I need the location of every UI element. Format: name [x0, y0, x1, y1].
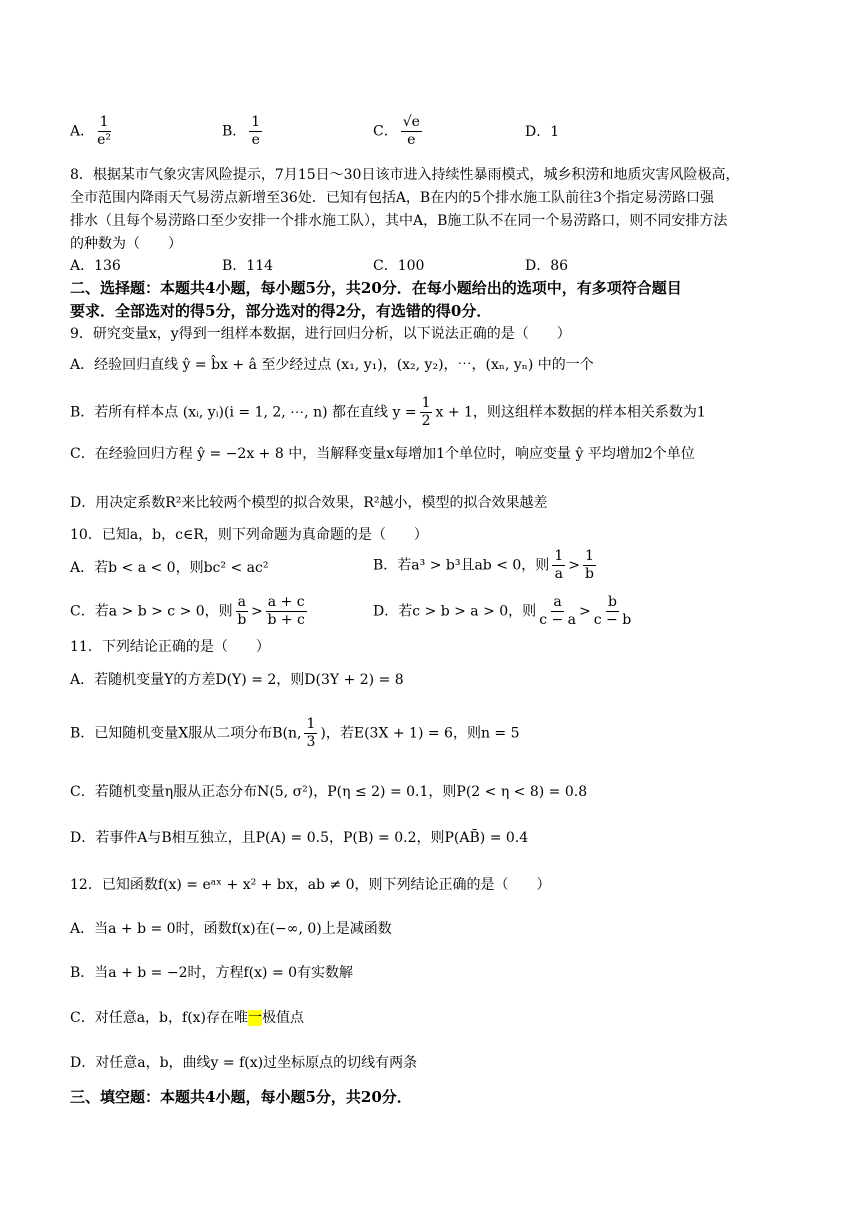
q10-option-b: B．若a³ > b³且ab < 0，则 $\frac{1}{a}$ > $\frac{1}{b}$: [373, 548, 594, 582]
q8-stem-line-1: 8．根据某市气象灾害风险提示，7月15日～30日该市进入持续性暴雨模式，城乡积涝和地质灾害风险极高，: [70, 167, 740, 183]
q10-option-c: C．若a > b > c > 0，则 $\frac{a}{b}$ > $\frac{a + c}{b + c}$: [70, 594, 305, 628]
q7-option-c: C． $\frac{√e}{e}$: [373, 114, 420, 148]
q9-option-d: D．用决定系数R²来比较两个模型的拟合效果，R²越小，模型的拟合效果越差: [70, 495, 548, 511]
q7-option-b: B． $\frac{1}{e}$: [222, 114, 261, 148]
q9-stem: 9．研究变量x，y得到一组样本数据，进行回归分析，以下说法正确的是（ ）: [70, 326, 571, 342]
q10-option-a: A．若b < a < 0，则bc² < ac²: [70, 560, 269, 576]
q8-option-c: C．100: [373, 258, 425, 274]
q7-option-a: A． $\frac{1}{\text{e²}}$: [70, 114, 112, 148]
q11-option-a: A．若随机变量Y的方差D(Y) = 2，则D(3Y + 2) = 8: [70, 672, 404, 688]
q10-option-d: D．若c > b > a > 0，则 $\frac{a}{c - a}$ > $\frac{b}{c - b}$: [373, 594, 632, 628]
q9-option-a: A．经验回归直线 ŷ = b̂x + â 至少经过点 (x₁, y₁)，(x₂, y₂)，⋯，(xₙ, yₙ) 中的一个: [70, 357, 594, 373]
q8-option-d: D．86: [525, 258, 569, 274]
q8-stem-line-3: 排水（且每个易涝路口至少安排一个排水施工队），其中A，B施工队不在同一个易涝路口，则不同安排方法: [70, 213, 728, 229]
q8-option-a: A．136: [70, 258, 121, 274]
q12-option-d: D．对任意a，b，曲线y = f(x)过坐标原点的切线有两条: [70, 1055, 418, 1071]
q8-stem-line-4: 的种数为（ ）: [70, 236, 182, 252]
q11-option-c: C．若随机变量η服从正态分布N(5, σ²)，P(η ≤ 2) = 0.1，则P(2 < η < 8) = 0.8: [70, 784, 588, 800]
q12-option-b: B．当a + b = −2时，方程f(x) = 0有实数解: [70, 965, 354, 981]
section-3-heading: 三、填空题：本题共4小题，每小题5分，共20分．: [70, 1088, 412, 1106]
section-2-heading-line-1: 二、选择题：本题共4小题，每小题5分，共20分．在每小题给出的选项中，有多项符合题目: [70, 279, 682, 297]
q11-option-d: D．若事件A与B相互独立，且P(A) = 0.5，P(B) = 0.2，则P(AB̄) = 0.4: [70, 830, 529, 846]
section-2-heading-line-2: 要求．全部选对的得5分，部分选对的得2分，有选错的得0分．: [70, 302, 492, 320]
q7-option-d: D．1: [525, 124, 560, 140]
q9-option-c: C．在经验回归方程 ŷ = −2x + 8 中，当解释变量x每增加1个单位时，响应变量 ŷ 平均增加2个单位: [70, 446, 695, 462]
q12-option-c: C．对任意a，b，f(x)存在唯一极值点: [70, 1010, 305, 1026]
q12-option-a: A．当a + b = 0时，函数f(x)在(−∞, 0)上是减函数: [70, 921, 392, 937]
q8-option-b: B．114: [222, 258, 274, 274]
q11-stem: 11．下列结论正确的是（ ）: [70, 639, 270, 655]
q9-option-b: B．若所有样本点 (xᵢ, yᵢ)(i = 1, 2, ⋯, n) 都在直线 y = $\frac{1}{2}$ x + 1，则这组样本数据的样本相关系数为1: [70, 395, 706, 429]
highlight-mark: 一: [248, 1010, 263, 1026]
q12-stem: 12．已知函数f(x) = eᵃˣ + x² + bx，ab ≠ 0，则下列结论正确的是（ ）: [70, 877, 551, 893]
q11-option-b: B．已知随机变量X服从二项分布B(n, $\frac{1}{3}$ )，若E(3X + 1) = 6，则n = 5: [70, 716, 520, 750]
q8-stem-line-2: 全市范围内降雨天气易涝点新增至36处．已知有包括A，B在内的5个排水施工队前往3个指定易涝路口强: [70, 190, 715, 206]
q10-stem: 10．已知a，b，c∈R，则下列命题为真命题的是（ ）: [70, 527, 428, 543]
